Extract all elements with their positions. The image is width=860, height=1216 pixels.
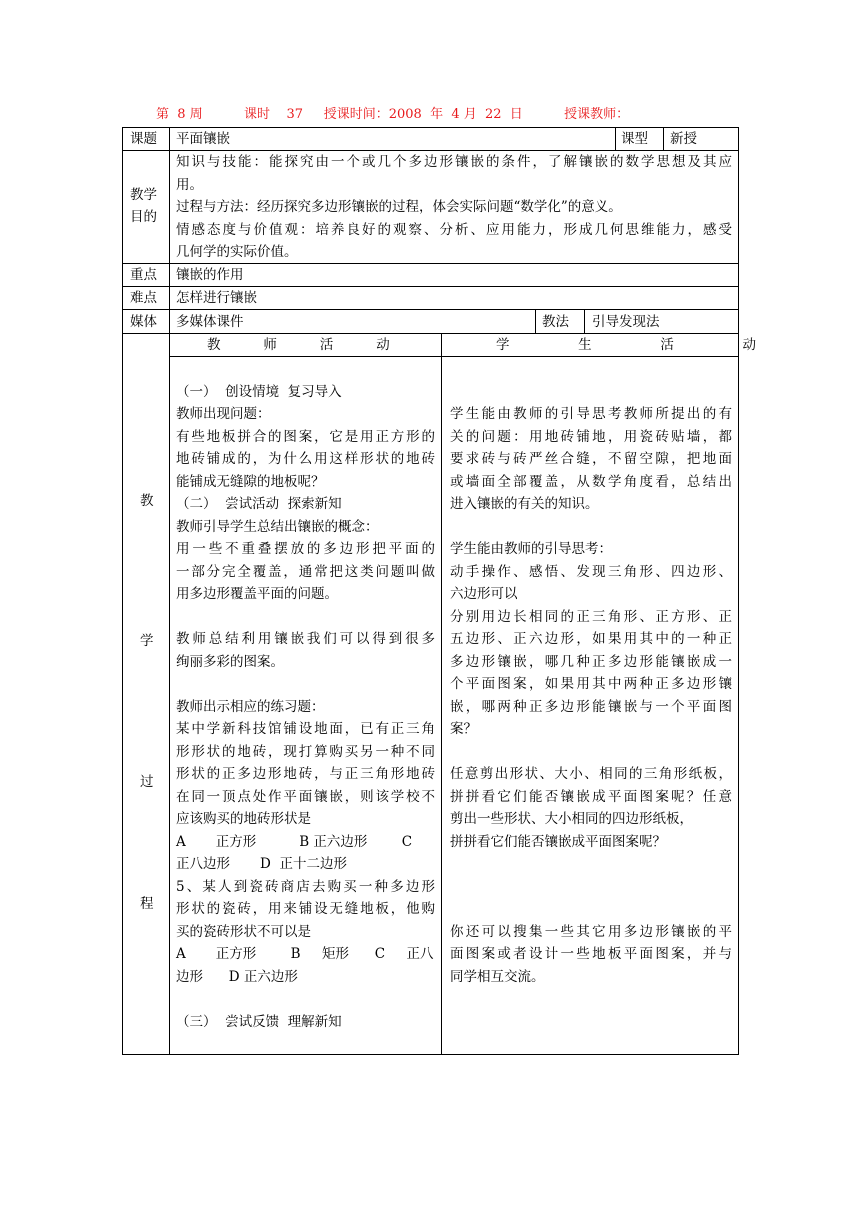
student-line: 五边形、正六边形，如果用其中的一种正	[450, 631, 732, 647]
objectives-label-line: 目的	[130, 209, 157, 225]
student-activity-text	[450, 358, 732, 988]
teacher-line: 一部分完全覆盖，通常把这类问题叫做	[176, 563, 435, 580]
student-line	[450, 516, 732, 539]
student-line: 剪出一些形状、大小相同的四边形纸板，	[450, 811, 693, 827]
method-value: 引导发现法	[592, 314, 660, 330]
difficulty-value: 怎样进行镶嵌	[176, 290, 257, 306]
student-line: 多边形镶嵌，哪几种正多边形能镶嵌成一	[450, 653, 732, 670]
key-point-value: 镶嵌的作用	[176, 267, 244, 283]
objective-line: 知识与技能：能探究由一个或几个多边形镶嵌的条件，了解镶嵌的数学思想及其应	[176, 154, 732, 170]
process-label-char: 教	[140, 493, 154, 509]
teacher-line: 某中学新科技馆铺设地面，已有正三角	[176, 721, 435, 737]
table-border-left	[122, 127, 123, 1055]
teacher-line: （三） 尝试反馈 理解新知	[176, 1013, 342, 1030]
student-line: 关的问题：用地砖铺地，用瓷砖贴墙，都	[450, 428, 732, 445]
student-line	[450, 853, 732, 876]
activity-column-divider	[441, 333, 442, 1055]
teacher-line: 用一些不重叠摆放的多边形把平面的	[176, 541, 435, 557]
student-line	[450, 741, 732, 764]
process-label-char: 学	[140, 633, 154, 649]
student-line: 六边形可以	[450, 586, 518, 602]
type-label-divider-left	[615, 127, 616, 151]
teacher-line: 在同一顶点处作平面镶嵌，则该学校不	[176, 788, 435, 805]
objectives-label	[130, 184, 157, 228]
student-line	[450, 358, 732, 381]
student-line: 学生能由教师的引导思考教师所提出的有	[450, 406, 732, 422]
student-line	[450, 381, 732, 404]
student-line: 进入镶嵌的有关的知识。	[450, 496, 599, 512]
student-line: 案？	[450, 721, 477, 737]
method-label: 教法	[542, 314, 569, 330]
objectives-label-line: 教学	[130, 187, 157, 203]
difficulty-label: 难点	[130, 290, 157, 306]
teacher-activity-text	[176, 358, 435, 1033]
student-line: 或墙面全部覆盖，从数学角度看，总结出	[450, 473, 732, 490]
teacher-line: 能铺成无缝隙的地板呢？	[176, 473, 325, 490]
student-line: 面图案或者设计一些地板平面图案，并与	[450, 946, 732, 962]
method-label-divider-left	[535, 309, 536, 334]
student-line	[450, 876, 732, 899]
teacher-line: 有些地板拼合的图案，它是用正方形的	[176, 428, 435, 445]
teacher-line: 形形状的地砖，现打算购买另一种不同	[176, 743, 435, 760]
teacher-line: 正八边形 D 正十二边形	[176, 856, 347, 872]
teacher-line: 教师出示相应的练习题：	[176, 698, 325, 715]
teacher-line: 形状的瓷砖，用来铺设无缝地板，他购	[176, 901, 435, 917]
teacher-line: （二） 尝试活动 探索新知	[176, 496, 342, 512]
type-label-divider-right	[663, 127, 664, 151]
student-line: 分别用边长相同的正三角形、正方形、正	[450, 608, 732, 625]
objective-line: 几何学的实际价值。	[176, 244, 298, 260]
teacher-line: 用多边形覆盖平面的问题。	[176, 586, 338, 602]
teacher-line: 边形 D 正六边形	[176, 968, 298, 985]
teacher-line: 教师引导学生总结出镶嵌的概念：	[176, 518, 379, 535]
media-value: 多媒体课件	[176, 314, 244, 330]
type-label: 课型	[621, 131, 648, 147]
objective-line: 过程与方法：经历探究多边形镶嵌的过程，体会实际问题“数学化”的意义。	[176, 199, 622, 215]
student-line: 任意剪出形状、大小、相同的三角形纸板，	[450, 766, 732, 782]
label-column-divider	[169, 127, 170, 1055]
process-label-char: 过	[140, 774, 154, 790]
media-label: 媒体	[130, 314, 157, 330]
student-line: 你还可以搜集一些其它用多边形镶嵌的平	[450, 923, 732, 940]
objective-line: 用。	[176, 176, 203, 193]
student-line: 动手操作、感悟、发现三角形、四边形、	[450, 563, 732, 580]
teacher-line: A 正方形 B 正六边形 C	[176, 833, 413, 850]
key-point-label: 重点	[130, 267, 157, 283]
teacher-line: 买的瓷砖形状不可以是	[176, 923, 311, 940]
teacher-line: 形状的正多边形地砖，与正三角形地砖	[176, 766, 435, 782]
student-line: 要求砖与砖严丝合缝，不留空隙，把地面	[450, 451, 732, 467]
objective-line: 情感态度与价值观：培养良好的观察、分析、应用能力，形成几何思维能力，感受	[176, 221, 732, 238]
student-line: 学生能由教师的引导思考：	[450, 541, 612, 557]
teacher-line: 教师总结利用镶嵌我们可以得到很多	[176, 631, 435, 647]
teacher-line	[176, 988, 435, 1011]
type-value: 新授	[670, 131, 697, 147]
table-border-right	[738, 127, 739, 1055]
student-line: 同学相互交流。	[450, 968, 545, 985]
method-label-divider-right	[584, 309, 585, 334]
teacher-line: 教师出现问题：	[176, 406, 271, 422]
teacher-line	[176, 606, 435, 629]
process-label-char: 程	[140, 896, 154, 912]
teacher-line: 地砖铺成的，为什么用这样形状的地砖	[176, 451, 435, 467]
student-line: 个平面图案，如果用其中两种正多边形镶	[450, 676, 732, 692]
student-line: 嵌，哪两种正多边形能镶嵌与一个平面图	[450, 698, 732, 715]
student-activity-header: 学 生 活 动	[496, 337, 756, 353]
teacher-line: 绚丽多彩的图案。	[176, 653, 284, 670]
student-line	[450, 898, 732, 921]
topic-label: 课题	[130, 131, 157, 147]
table-border-bottom	[122, 1054, 739, 1055]
teacher-line	[176, 358, 435, 381]
objectives-text	[176, 151, 732, 264]
student-line: 拼拼看它们能否镶嵌成平面图案呢？	[450, 833, 666, 850]
topic-value: 平面镶嵌	[176, 131, 230, 147]
lesson-header: 第 8 周 课时 37 授课时间：2008 年 4 月 22 日 授课教师：	[156, 107, 630, 122]
teacher-line: A 正方形 B 矩形 C 正八	[176, 946, 434, 962]
teacher-activity-header: 教 师 活 动	[207, 337, 390, 353]
teacher-line: （一） 创设情境 复习导入	[176, 383, 342, 400]
teacher-line: 5、某人到瓷砖商店去购买一种多边形	[176, 878, 435, 895]
teacher-line	[176, 673, 435, 696]
student-line: 拼拼看它们能否镶嵌成平面图案呢？任意	[450, 788, 732, 805]
teacher-line: 应该购买的地砖形状是	[176, 811, 311, 827]
